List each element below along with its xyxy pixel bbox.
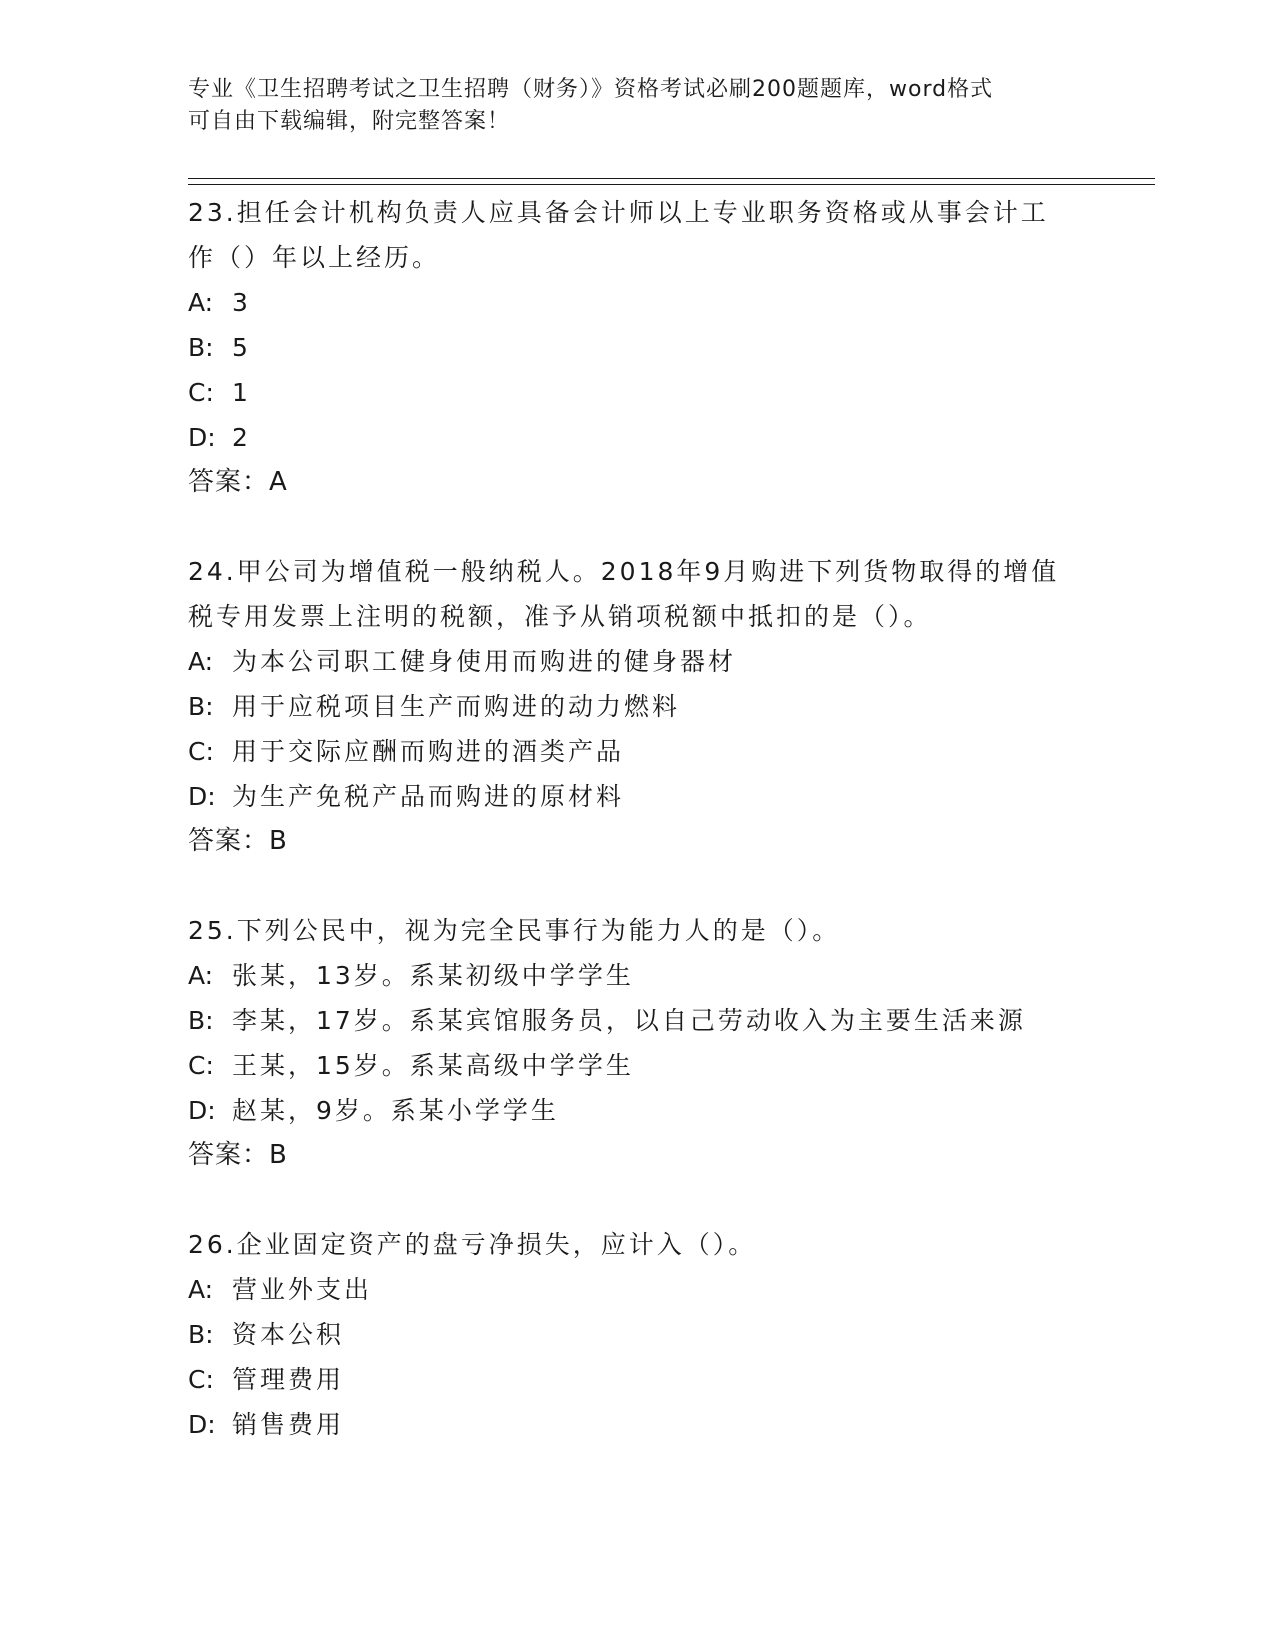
option-letter: C: [188,378,214,407]
option-letter: A: [188,647,214,676]
option-text: 管理费用 [232,1365,345,1394]
question-24 [188,549,1088,864]
option-a [188,280,1088,325]
option-letter: C: [188,737,214,766]
option-c [188,729,1088,774]
option-letter: D: [188,782,216,811]
option-text: 3 [232,288,251,317]
option-letter: A: [188,961,214,990]
option-letter: B: [188,1006,214,1035]
option-letter: D: [188,1096,216,1125]
option-letter: D: [188,1410,216,1439]
header-double-rule [188,178,1155,185]
question-stem-line-1: 23.担任会计机构负责人应具备会计师以上专业职务资格或从事会计工 [188,198,1049,227]
option-text: 5 [232,333,251,362]
option-text: 为生产免税产品而购进的原材料 [232,782,625,811]
question-stem-line-1: 26.企业固定资产的盘亏净损失，应计入（）。 [188,1230,757,1259]
question-23 [188,190,1088,505]
option-text: 销售费用 [232,1410,345,1439]
option-text: 张某，13岁。系某初级中学学生 [232,961,634,990]
option-b [188,1312,1088,1357]
option-b [188,998,1088,1043]
option-text: 资本公积 [232,1320,345,1349]
option-text: 王某，15岁。系某高级中学学生 [232,1051,634,1080]
question-stem-line-1: 24.甲公司为增值税一般纳税人。2018年9月购进下列货物取得的增值 [188,557,1060,586]
option-b [188,325,1088,370]
header-line-1: 专业《卫生招聘考试之卫生招聘（财务）》资格考试必刷200题题库，word格式 [188,77,994,102]
question-stem-line-2: 作（）年以上经历。 [188,243,441,272]
option-letter: B: [188,1320,214,1349]
option-letter: D: [188,423,216,452]
question-25 [188,908,1088,1178]
option-a [188,1267,1088,1312]
option-c [188,370,1088,415]
option-d [188,774,1088,819]
option-d [188,1088,1088,1133]
option-text: 2 [232,423,251,452]
option-letter: C: [188,1051,214,1080]
question-26 [188,1222,1088,1447]
question-stem [188,1222,1088,1267]
option-a [188,639,1088,684]
question-stem [188,908,1088,953]
answer-line: 答案：A [188,467,288,497]
answer-line: 答案：B [188,1140,288,1170]
option-letter: C: [188,1365,214,1394]
option-letter: A: [188,288,214,317]
option-text: 李某，17岁。系某宾馆服务员，以自己劳动收入为主要生活来源 [232,1006,1026,1035]
option-text: 用于应税项目生产而购进的动力燃料 [232,692,681,721]
option-text: 用于交际应酬而购进的酒类产品 [232,737,625,766]
option-text: 赵某，9岁。系某小学学生 [232,1096,559,1125]
option-d [188,1402,1088,1447]
option-text: 为本公司职工健身使用而购进的健身器材 [232,647,737,676]
question-list [188,190,1088,1491]
question-stem-line-1: 25.下列公民中，视为完全民事行为能力人的是（）。 [188,916,841,945]
option-a [188,953,1088,998]
document-header [188,74,1088,138]
option-text: 营业外支出 [232,1275,373,1304]
question-stem [188,190,1088,280]
question-stem-line-2: 税专用发票上注明的税额，准予从销项税额中抵扣的是（）。 [188,602,932,631]
option-c [188,1043,1088,1088]
answer-line: 答案：B [188,826,288,856]
option-letter: A: [188,1275,214,1304]
header-line-2: 可自由下载编辑，附完整答案！ [188,109,511,134]
question-stem [188,549,1088,639]
option-c [188,1357,1088,1402]
option-b [188,684,1088,729]
option-letter: B: [188,692,214,721]
option-letter: B: [188,333,214,362]
option-d [188,415,1088,460]
option-text: 1 [232,378,251,407]
